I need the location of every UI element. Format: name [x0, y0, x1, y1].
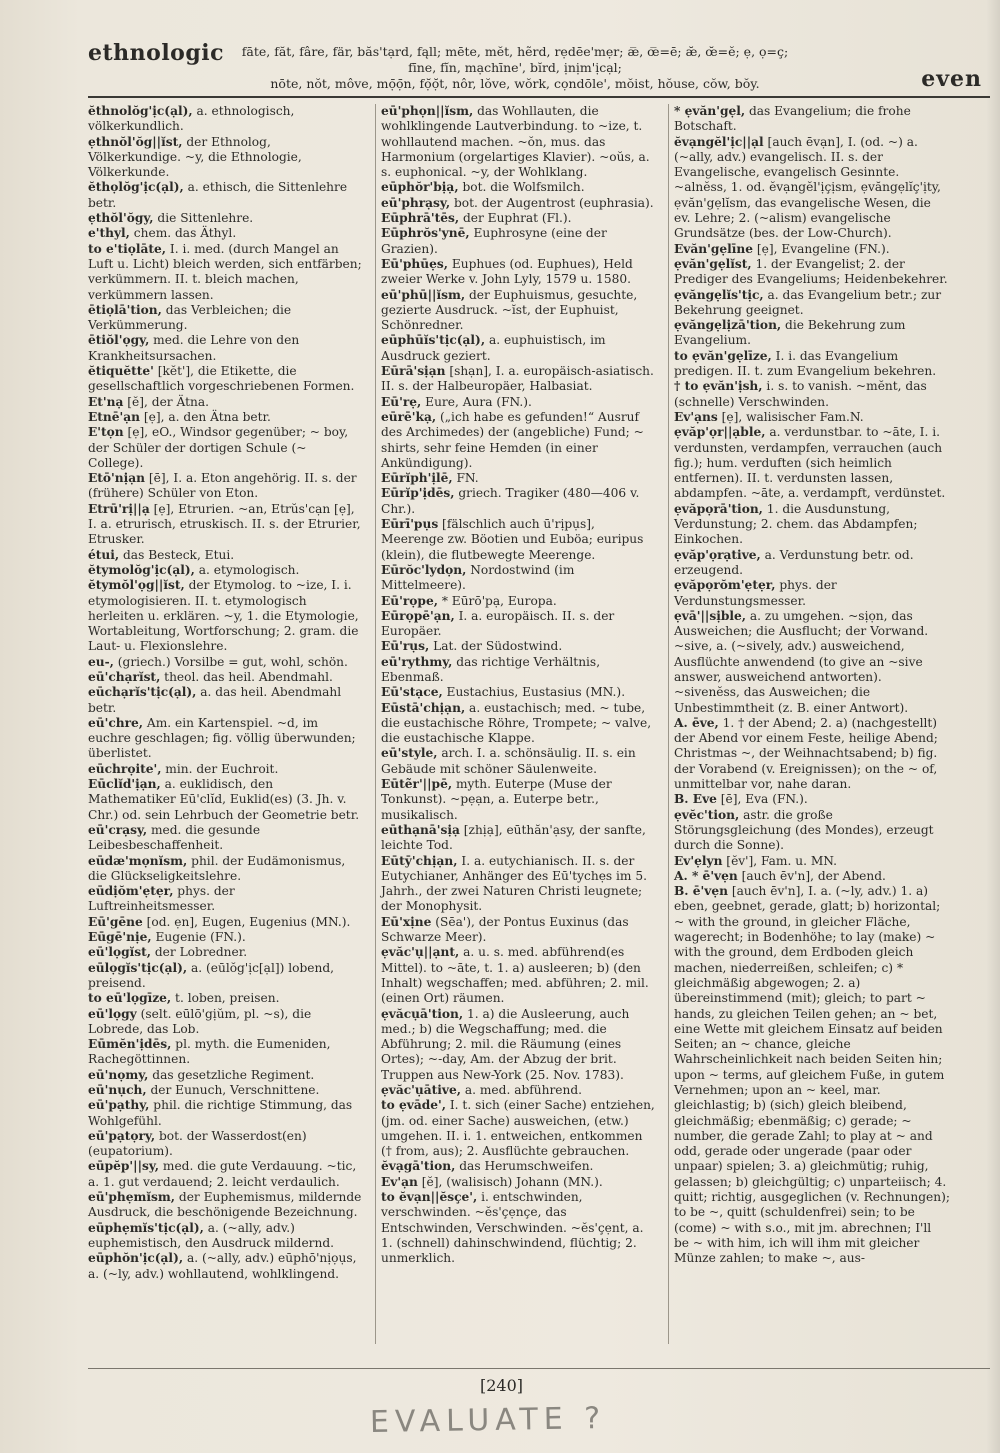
entry-definition: (selt. eūlō'gịŭm, pl. ~s), die Lobrede, das Lob. — [88, 1006, 312, 1036]
dictionary-entry — [88, 762, 364, 777]
entry-headword: ĕtymolŏg'ịc(ạl), — [88, 562, 195, 577]
entry-definition: bot. die Wolfsmilch. — [458, 180, 585, 195]
guide-word-right: even — [921, 66, 982, 92]
entry-definition: das Evangelium; die frohe Botschaft. — [674, 104, 911, 134]
entry-definition: 1. † der Abend; 2. a) (nachgestellt) der Abend vor einem Feste, heilige Abend; Christmas ~, der Weihnachtsabend; b) fig. der Vorabend (v. Ereignissen); on the ~ of, unmittelbar vor, nahe daran. — [674, 715, 938, 792]
dictionary-entry — [381, 364, 657, 395]
dictionary-entry — [674, 792, 950, 807]
dictionary-entry — [674, 502, 950, 548]
dictionary-entry — [88, 1190, 364, 1221]
entry-definition: griech. Tragiker (480—406 v. Chr.). — [381, 486, 640, 516]
dictionary-entry — [88, 563, 364, 578]
entry-headword: ẹvăpọrŏm'ẹtẹr, — [674, 578, 776, 593]
entry-definition: („ich habe es gefunden!“ Ausruf des Archimedes) der (angebliche) Fund; ~ shirts, sehr feine Hemden (in einer Ankündigung). — [381, 409, 644, 470]
entry-definition: med. die gute Verdauung. ~tic, a. 1. gut verdauend; 2. leicht verdaulich. — [88, 1159, 357, 1189]
entry-definition: [auch ēv'n], I. a. (~ly, adv.) 1. a) eben, geebnet, gerade, glatt; b) horizontal; ~ with the ground, in gleicher Fläche, wagerecht; in Bodenhöhe; to lay (make) ~ with the ground, dem Erdboden gleich machen, niederreißen, schleifen; c) * gleichmäßig abgewogen; 2. a) übereinstimmend (mit); gleich; to part ~ hands, zu gleichen Teilen gehen; an ~ bet, eine Wette mit gleichem Einsatz auf beiden Seiten; an ~ chance, gleiche Wahrscheinlichkeit nach beiden Seiten hin; upon ~ terms, auf gleichem Fuße, in gutem Vernehmen; upon an ~ keel, mar. gleichlastig; b) (sich) gleich bleibend, gleichmäßig; ebenmäßig; c) gerade; ~ number, die gerade Zahl; to play at ~ and odd, gerade oder ungerade (paar oder unpaar) spielen; 3. a) gleichmütig; ruhig, gelassen; b) gleichgültig; c) unparteiisch; 4. quitt; richtig, ausgeglichen (v. Rechnungen); to be ~, quitt (schuldenfrei) sein; to be (come) ~ with s.o., mit jm. abrechnen; I'll be ~ with him, ich will ihm mit gleicher Münze zahlen; to make ~, aus- — [674, 884, 950, 1266]
dictionary-entry — [88, 1129, 364, 1160]
dictionary-entry — [674, 716, 950, 792]
dictionary-entry — [381, 609, 657, 640]
entry-headword: Eūphrŏs'ynē, — [381, 226, 470, 241]
entry-headword: Eū'rọpe, — [381, 593, 438, 608]
entry-definition: FN. — [452, 471, 479, 486]
entry-definition: (Sēa'), der Pontus Euxinus (das Schwarze Meer). — [381, 914, 629, 945]
entry-headword: to ẹvăn'gẹlīze, — [674, 348, 772, 363]
entry-definition: der Eunuch, Verschnittene. — [146, 1083, 320, 1097]
entry-headword: Eū'rẹ, — [381, 394, 422, 409]
header-rule — [88, 96, 990, 98]
entry-headword: eū'nụch, — [88, 1083, 147, 1097]
entry-headword: eūthạnā'sịạ — [381, 822, 460, 837]
entry-headword: eūlọgĭs'tịc(ạl), — [88, 960, 188, 975]
dictionary-entry — [674, 135, 950, 242]
entry-headword: eū'chạrĭst, — [88, 669, 161, 684]
entry-headword: to ĕvạn||ĕsçe', — [381, 1190, 478, 1205]
entry-headword: ētiŏl'ọgy, — [88, 333, 150, 348]
entry-headword: Eūclĭd'ịạn, — [88, 777, 161, 792]
entry-headword: eū'lọgĭst, — [88, 945, 151, 960]
entry-headword: Eūrọpē'ạn, — [381, 608, 455, 623]
entry-definition: a. u. s. med. abführend(es Mittel). to ~āte, t. 1. a) ausleeren; b) (den Inhalt) wegschaffen; med. abführen; 2. mil. (einen Ort) räumen. — [381, 945, 649, 1006]
entry-headword: eū'rythmy, — [381, 654, 453, 669]
entry-definition: [ẹ], Evangeline (FN.). — [753, 241, 890, 256]
entry-definition: * Eūrō'pạ, Europa. — [437, 593, 557, 608]
dictionary-entry — [381, 945, 657, 1006]
dictionary-entry — [381, 226, 657, 257]
entry-definition: phys. der Luftreinheitsmesser. — [88, 884, 235, 914]
entry-headword: Eūrŏc'lydọn, — [381, 562, 467, 577]
entry-headword: ẹvăc'ụātive, — [381, 1083, 461, 1097]
entry-headword: eūphŏn'ịc(ạl), — [88, 1251, 184, 1266]
entry-definition: pl. myth. die Eumeniden, Rachegöttinnen. — [88, 1037, 331, 1067]
dictionary-entry — [88, 884, 364, 915]
entry-definition: a. (eūlŏg'ịc[ạl]) lobend, preisend. — [88, 960, 335, 990]
entry-headword: * ẹvăn'gẹl, — [674, 104, 746, 118]
entry-definition: [zhịạ], eūthăn'ạsy, der sanfte, leichte Tod. — [381, 822, 646, 853]
dictionary-entry — [88, 502, 364, 548]
entry-definition: [ĕ], der Ätna. — [123, 394, 209, 409]
entry-headword: ẹvăpọrā'tion, — [674, 501, 763, 516]
dictionary-entry — [88, 425, 364, 471]
entry-headword: ẹvăcụā'tion, — [381, 1006, 464, 1021]
pronunciation-line: fīne, fĭn, mạchīne', bĭrd, ịnịm'ịcạl; — [408, 60, 622, 75]
dictionary-entry — [381, 655, 657, 686]
entry-definition: Eustachius, Eustasius (MN.). — [442, 685, 626, 700]
dictionary-entry — [381, 180, 657, 195]
entry-headword: eū'phọn||ĭsm, — [381, 104, 474, 118]
dictionary-entry — [674, 257, 950, 288]
entry-definition: phys. der Verdunstungsmesser. — [674, 578, 837, 608]
entry-headword: Eūtẽr'||pē, — [381, 777, 453, 792]
column-2 — [381, 104, 657, 1267]
dictionary-entry — [88, 471, 364, 502]
dictionary-entry — [88, 716, 364, 762]
dictionary-entry — [381, 486, 657, 517]
dictionary-entry — [88, 961, 364, 992]
entry-headword: Ev'ạns — [674, 409, 718, 424]
entry-headword: eū'chre, — [88, 715, 144, 730]
entry-definition: a. ethisch, die Sittenlehre betr. — [88, 180, 348, 210]
dictionary-entry — [381, 777, 657, 823]
entry-definition: der Lobredner. — [151, 945, 248, 960]
dictionary-entry — [88, 1083, 364, 1098]
dictionary-entry — [88, 226, 364, 241]
entry-headword: Eūrĭph'ịlē, — [381, 471, 453, 486]
dictionary-entry — [674, 288, 950, 319]
entry-headword: eūchrọite', — [88, 761, 162, 776]
entry-definition: das richtige Verhältnis, Ebenmaß. — [381, 654, 601, 684]
entry-headword: Ev'ẹlyn — [674, 853, 723, 868]
dictionary-entry — [381, 410, 657, 471]
entry-definition: chem. das Äthyl. — [129, 226, 237, 241]
dictionary-entry — [88, 242, 364, 303]
entry-definition: t. loben, preisen. — [171, 991, 280, 1006]
entry-definition: Lat. der Südostwind. — [429, 639, 563, 654]
entry-definition: a. euphuistisch, im Ausdruck geziert. — [381, 333, 606, 363]
dictionary-entry — [674, 425, 950, 501]
entry-headword: eū'pạthy, — [88, 1098, 150, 1113]
dictionary-entry — [381, 1007, 657, 1083]
entry-definition: a. Verdunstung betr. od. erzeugend. — [674, 547, 914, 577]
dictionary-entry — [381, 915, 657, 946]
dictionary-entry — [381, 211, 657, 226]
entry-headword: E'tọn — [88, 425, 124, 440]
entry-definition: Nordostwind (im Mittelmeere). — [381, 562, 575, 593]
entry-headword: ẹthnŏl'ŏg||ĭst, — [88, 134, 183, 149]
entry-definition: arch. I. a. schönsäulig. II. s. ein Gebäude mit schöner Säulenweite. — [381, 746, 636, 776]
entry-definition: a. zu umgehen. ~sịọn, das Ausweichen; die Ausflucht; der Vorwand. ~sive, a. (~sively, adv.) ausweichend, Ausflüchte anwendend (to give an ~sive answer, ausweichend antworten). ~sivenĕss, das Ausweichen; die Unbestimmtheit (z. B. einer Antwort). — [674, 608, 929, 715]
entry-definition: das Herumschweifen. — [455, 1159, 594, 1174]
dictionary-entry — [674, 578, 950, 609]
entry-headword: Eūgē'nịe, — [88, 930, 152, 945]
entry-headword: † to ẹvăn'ịsh, — [674, 379, 763, 394]
entry-headword: Eūmĕn'ịdēs, — [88, 1037, 172, 1052]
entry-headword: Eūrĭp'ịdēs, — [381, 486, 455, 501]
entry-headword: eūpĕp'||sy, — [88, 1159, 160, 1174]
entry-definition: i. s. to vanish. ~mĕnt, das (schnelle) Verschwinden. — [674, 379, 927, 409]
dictionary-entry — [674, 242, 950, 257]
dictionary-entry — [88, 211, 364, 226]
entry-definition: der Euphuismus, gesuchte, gezierte Ausdruck. ~ĭst, der Euphuist, Schönredner. — [381, 287, 638, 333]
dictionary-entry — [674, 548, 950, 579]
dictionary-entry — [674, 410, 950, 425]
entry-definition: [ē], Eva (FN.). — [716, 792, 808, 807]
guide-word-left: ethnologic — [88, 40, 224, 66]
entry-headword: ĕtymŏl'ọg||ĭst, — [88, 578, 185, 593]
entry-definition: das gesetzliche Regiment. — [148, 1067, 315, 1082]
entry-definition: [ẹ], Etrurien. ~an, Etrŭs'cạn [ẹ], I. a. etrurisch, etruskisch. II. s. der Etrurier, Etrusker. — [88, 501, 361, 547]
entry-headword: Etō'nịạn — [88, 471, 146, 486]
entry-headword: ẹvăngẹlĭs'tịc, — [674, 287, 764, 302]
entry-headword: Eū'phūẹs, — [381, 256, 448, 271]
entry-definition: [od. ẹn], Eugen, Eugenius (MN.). — [142, 914, 351, 929]
column-divider — [668, 104, 669, 1344]
dictionary-entry — [88, 548, 364, 563]
entry-definition: [ē], I. a. Eton angehörig. II. s. der (frühere) Schüler von Eton. — [88, 471, 357, 501]
dictionary-entry — [88, 1221, 364, 1252]
entry-headword: ētiọlā'tion, — [88, 302, 162, 317]
entry-definition: a. ethnologisch, völkerkundlich. — [88, 104, 295, 134]
entry-definition: [ẹ], walisischer Fam.N. — [717, 409, 864, 424]
dictionary-entry — [381, 854, 657, 915]
entry-definition: i. entschwinden, verschwinden. ~ĕs'çẹnçe, das Entschwinden, Verschwinden. ~ĕs'çẹnt, a. 1. (schnell) dahinschwindend, flüchtig; 2. unmerklich. — [381, 1190, 644, 1266]
entry-definition: a. euklidisch, den Mathematiker Eū'clĭd, Euklid(es) (3. Jh. v. Chr.) od. sein Lehrbuch der Geometrie betr. — [88, 777, 360, 822]
entry-headword: eu-, — [88, 654, 114, 669]
dictionary-entry — [674, 318, 950, 349]
dictionary-entry — [88, 777, 364, 823]
entry-headword: ĕvạngĕl'ịc||ạl — [674, 134, 764, 149]
dictionary-entry — [674, 349, 950, 380]
dictionary-entry — [381, 1175, 657, 1190]
entry-definition: a. (~ally, adv.) euphemistisch, den Ausdruck mildernd. — [88, 1220, 335, 1250]
entry-definition: phil. der Eudämonismus, die Glückseligkeitslehre. — [88, 853, 346, 883]
entry-definition: a. das heil. Abendmahl betr. — [88, 685, 342, 715]
entry-definition: I. i. das Evangelium predigen. II. t. zum Evangelium bekehren. — [674, 348, 937, 379]
entry-definition: (griech.) Vorsilbe = gut, wohl, schön. — [113, 654, 348, 669]
entry-definition: 1. a) die Ausleerung, auch med.; b) die Wegschaffung; med. die Abführung; 2. mil. die Räumung (eines Ortes); ~-day, Am. der Abzug der brit. Truppen aus New-York (25. Nov. 1783). — [381, 1006, 630, 1082]
entry-definition: med. die Lehre von den Krankheitsursachen. — [88, 333, 300, 363]
entry-headword: eūchạrĭs'tịc(ạl), — [88, 685, 197, 700]
dictionary-entry — [88, 1251, 364, 1282]
entry-definition: Eugenie (FN.). — [151, 930, 246, 945]
entry-definition: [fälschlich auch ū'rịpụs], Meerenge zw. Böotien und Euböa; euripus (klein), die flutbewegte Meerenge. — [381, 517, 644, 562]
entry-definition: [kĕt'], die Etikette, die gesellschaftlich vorgeschriebenen Formen. — [88, 364, 355, 394]
entry-headword: ĕthnolŏg'ịc(ạl), — [88, 104, 193, 118]
entry-headword: B. Eve — [674, 792, 717, 807]
entry-definition: a. etymologisch. — [194, 562, 300, 577]
dictionary-entry — [88, 180, 364, 211]
entry-definition: Am. ein Kartenspiel. ~d, im euchre geschlagen; fig. völlig überwunden; überlistet. — [88, 715, 356, 761]
entry-headword: ĕthọlŏg'ịc(ạl), — [88, 180, 184, 195]
dictionary-entry — [381, 1098, 657, 1159]
entry-definition: astr. die große Störungsgleichung (des Mondes), erzeugt durch die Sonne). — [674, 807, 934, 853]
dictionary-entry — [88, 1098, 364, 1129]
dictionary-entry — [88, 930, 364, 945]
dictionary-entry — [88, 655, 364, 670]
dictionary-entry — [88, 1007, 364, 1038]
dictionary-entry — [88, 578, 364, 654]
entry-definition: das Verbleichen; die Verkümmerung. — [88, 302, 292, 333]
entry-headword: eū'phẹmĭsm, — [88, 1190, 176, 1205]
entry-headword: ẹvĕc'tion, — [674, 807, 740, 822]
entry-headword: Eū'gēne — [88, 914, 143, 929]
dictionary-entry — [381, 196, 657, 211]
dictionary-entry — [674, 379, 950, 410]
dictionary-entry — [381, 257, 657, 288]
entry-headword: e'thyl, — [88, 226, 130, 241]
column-1 — [88, 104, 364, 1282]
dictionary-entry — [88, 854, 364, 885]
dictionary-entry — [88, 1037, 364, 1068]
entry-headword: ẹvā'||sịble, — [674, 608, 746, 623]
entry-definition: der Ethnolog, Völkerkundige. ~y, die Ethnologie, Völkerkunde. — [88, 134, 302, 180]
entry-headword: eūdæ'mọnĭsm, — [88, 853, 188, 868]
entry-headword: Eūrī'pụs — [381, 517, 439, 532]
entry-headword: eūrē'kạ, — [381, 409, 437, 424]
dictionary-entry — [381, 395, 657, 410]
dictionary-entry — [381, 1083, 657, 1098]
dictionary-entry — [88, 945, 364, 960]
pronunciation-line: nōte, nŏt, môve, mọ̄ọ̄n, fọ̆ọ̆t, nôr, lŏve, wŏrk, cọndōle', mŏist, hŏuse, cŏw, bŏy. — [270, 76, 760, 91]
entry-definition: I. i. med. (durch Mangel an Luft u. Licht) bleich werden, sich entfärben; verkümmern. II. t. bleich machen, verkümmern lassen. — [88, 241, 362, 302]
entry-definition: Euphues (od. Euphues), Held zweier Werke v. John Lyly, 1579 u. 1580. — [381, 256, 633, 287]
dictionary-entry — [88, 823, 364, 854]
entry-headword: eū'lọgy — [88, 1006, 137, 1021]
entry-definition: Eure, Aura (FN.). — [421, 394, 532, 409]
entry-definition: [shạn], I. a. europäisch-asiatisch. II. s. der Halbeuropäer, Halbasiat. — [381, 364, 654, 394]
dictionary-entry — [381, 563, 657, 594]
entry-headword: eū'style, — [381, 746, 438, 761]
entry-definition: a. eustachisch; med. ~ tube, die eustachische Röhre, Trompete; ~ valve, die eustachische Klappe. — [381, 700, 652, 746]
entry-headword: étui, — [88, 547, 120, 562]
entry-definition: a. verdunstbar. to ~āte, I. i. verdunsten, verdampfen, verrauchen (auch fig.); hum. verduften (sich heimlich entfernen). II. t. verdunsten lassen, abdampfen. ~āte, a. verdampft, verdünstet. — [674, 425, 946, 501]
dictionary-entry — [381, 333, 657, 364]
entry-definition: I. a. europäisch. II. s. der Europäer. — [381, 608, 615, 639]
pronunciation-line: fāte, făt, fâre, fär, băs'tạrd, fąll; mēte, mĕt, hẽrd, rẹdēe'mẹr; æ̅, œ̅=ē; æ̆, œ̆=ĕ; ẹ, ọ=ç; — [241, 44, 789, 59]
entry-definition: das Besteck, Etui. — [119, 547, 235, 562]
entry-headword: eū'crạsy, — [88, 822, 148, 837]
entry-definition: Euphrosyne (eine der Grazien). — [381, 226, 607, 256]
entry-headword: eū'nọmy, — [88, 1067, 149, 1082]
entry-definition: der Euphemismus, mildernde Ausdruck, die beschönigende Bezeichnung. — [88, 1190, 362, 1220]
entry-headword: eūphūĭs'tịc(ạl), — [381, 333, 486, 348]
handwritten-note: EVALUATE ? — [369, 1400, 607, 1441]
dictionary-entry — [674, 884, 950, 1266]
entry-definition: a. das Evangelium betr.; zur Bekehrung geeignet. — [674, 287, 942, 317]
dictionary-entry — [88, 685, 364, 716]
entry-definition: a. med. abführend. — [460, 1083, 583, 1097]
dictionary-entry — [88, 364, 364, 395]
dictionary-entry — [381, 701, 657, 747]
dictionary-entry — [674, 854, 950, 869]
entry-headword: ĕvạgā'tion, — [381, 1159, 456, 1174]
entry-definition: I. a. eutychianisch. II. s. der Eutychianer, Anhänger des Eū'tychẹs im 5. Jahrh., der zwei Naturen Christi leugnete; der Monophysit. — [381, 853, 647, 914]
entry-headword: Eūstā'chịạn, — [381, 700, 466, 715]
dictionary-entry — [88, 303, 364, 334]
entry-headword: Evăn'gẹlīne — [674, 241, 754, 256]
dictionary-entry — [381, 685, 657, 700]
entry-headword: Etnē'ạn — [88, 409, 141, 424]
dictionary-entry — [88, 1159, 364, 1190]
entry-definition: das Wohllauten, die wohlklingende Lautverbindung. to ~ize, t. wohllautend machen. ~ŏn, mus. das Harmonium (orgelartiges Klavier). ~oŭs, a. s. euphonical. ~y, der Wohlklang. — [381, 104, 650, 180]
entry-definition: min. der Euchroit. — [161, 761, 279, 776]
dictionary-entry — [674, 869, 950, 884]
entry-headword: Eūphrā'tēs, — [381, 211, 460, 226]
entry-headword: eūphẹmĭs'tịc(ạl), — [88, 1220, 204, 1235]
entry-definition: theol. das heil. Abendmahl. — [160, 669, 333, 684]
entry-headword: A. ēve, — [674, 715, 719, 730]
dictionary-entry — [381, 517, 657, 563]
entry-headword: ẹvăp'ọr||ạble, — [674, 425, 766, 440]
entry-headword: eū'phrạsy, — [381, 195, 451, 210]
entry-definition: der Etymolog. to ~ize, I. i. etymologisieren. II. t. etymologisch herleiten u. erklären. ~y, 1. die Etymologie, Wortableitung, Wortforschung; 2. gram. die Laut- u. Flexionslehre. — [88, 578, 359, 654]
entry-headword: ĕtiquĕtte' — [88, 364, 154, 379]
entry-definition: bot. der Wasserdost(en) (eupatorium). — [88, 1128, 307, 1159]
dictionary-entry — [88, 670, 364, 685]
entry-headword: B. ē'vẹn — [674, 884, 728, 899]
dictionary-entry — [674, 808, 950, 854]
dictionary-entry — [381, 471, 657, 486]
dictionary-entry — [381, 288, 657, 334]
entry-definition: phil. die richtige Stimmung, das Wohlgefühl. — [88, 1098, 353, 1128]
entry-definition: myth. Euterpe (Muse der Tonkunst). ~pẹạn, a. Euterpe betr., musikalisch. — [381, 777, 612, 822]
page-number: [240] — [480, 1376, 524, 1395]
entry-definition: 1. die Ausdunstung, Verdunstung; 2. chem. das Abdampfen; Einkochen. — [674, 501, 918, 547]
entry-definition: [ẹ], a. den Ätna betr. — [140, 409, 271, 424]
dictionary-entry — [88, 333, 364, 364]
entry-headword: Ev'ạn — [381, 1174, 418, 1189]
entry-headword: Eū'rụs, — [381, 639, 430, 654]
dictionary-entry — [88, 104, 364, 135]
entry-definition: die Sittenlehre. — [153, 211, 254, 226]
entry-headword: eūphŏr'bịạ, — [381, 180, 459, 195]
dictionary-entry — [381, 1159, 657, 1174]
entry-definition: [ĕ], (walisisch) Johann (MN.). — [417, 1174, 603, 1189]
entry-headword: ẹvăc'ụ||ạnt, — [381, 945, 460, 960]
entry-definition: bot. der Augentrost (euphrasia). — [450, 195, 654, 210]
dictionary-entry — [381, 746, 657, 777]
entry-definition: 1. der Evangelist; 2. der Prediger des Evangeliums; Heidenbekehrer. — [674, 256, 948, 287]
pronunciation-key — [235, 44, 795, 92]
entry-definition: [auch ēvạn], I. (od. ~) a. (~ally, adv.) evangelisch. II. s. der Evangelische, evangelisch Gesinnte. ~alnĕss, 1. od. ĕvạngĕl'ịçịsm, ẹvăngẹlĭç'ịty, ẹvăn'gẹlĭsm, das evangelische Wesen, die ev. Lehre; 2. (~alism) evangelische Grundsätze (bes. der Low-Church). — [674, 134, 941, 241]
dictionary-entry — [674, 609, 950, 716]
entry-headword: eūdịŏm'ẹtẹr, — [88, 884, 174, 899]
entry-definition: [auch ēv'n], der Abend. — [737, 868, 886, 883]
entry-headword: Eū'xịne — [381, 914, 432, 929]
dictionary-entry — [381, 104, 657, 180]
dictionary-entry — [88, 991, 364, 1006]
column-divider — [375, 104, 376, 1344]
dictionary-entry — [88, 915, 364, 930]
dictionary-entry — [88, 1068, 364, 1083]
entry-headword: Eūtȳ'chịạn, — [381, 853, 458, 868]
entry-headword: ẹthŏl'ŏgy, — [88, 211, 154, 226]
entry-definition: [ĕv'], Fam. u. MN. — [722, 853, 838, 868]
entry-definition: I. t. sich (einer Sache) entziehen, (jm. od. einer Sache) ausweichen, (etw.) umgehen. II. i. 1. entweichen, entkommen († from, aus); 2. Ausflüchte gebrauchen. — [381, 1098, 655, 1159]
entry-definition: der Euphrat (Fl.). — [459, 211, 572, 226]
dictionary-entry — [381, 639, 657, 654]
entry-definition: die Bekehrung zum Evangelium. — [674, 318, 906, 348]
entry-headword: eū'phū||ĭsm, — [381, 287, 466, 302]
entry-definition: [ẹ], eO., Windsor gegenüber; ~ boy, der Schüler der dortigen Schule (~ College). — [88, 425, 349, 470]
page-edge-shadow — [986, 0, 1000, 1453]
entry-headword: eū'pạtọry, — [88, 1128, 156, 1143]
entry-headword: A. * ē'vẹn — [674, 868, 738, 883]
entry-headword: to eū'lọgīze, — [88, 991, 172, 1006]
entry-headword: Et'nạ — [88, 394, 124, 409]
entry-headword: ẹvăn'gẹlĭst, — [674, 256, 752, 271]
entry-headword: Etrū'rị||ạ — [88, 501, 150, 516]
dictionary-entry — [381, 594, 657, 609]
dictionary-entry — [88, 410, 364, 425]
entry-definition: a. (~ally, adv.) eūphō'nịọụs, a. (~ly, adv.) wohllautend, wohlklingend. — [88, 1251, 357, 1281]
entry-headword: ẹvăngẹlịzā'tion, — [674, 318, 782, 333]
dictionary-entry — [88, 395, 364, 410]
dictionary-entry — [674, 104, 950, 135]
dictionary-entry — [88, 135, 364, 181]
column-3 — [674, 104, 950, 1267]
entry-definition: med. die gesunde Leibesbeschaffenheit. — [88, 822, 261, 853]
entry-headword: Eū'stạce, — [381, 685, 443, 700]
entry-headword: ẹvăp'ọrạtive, — [674, 547, 761, 562]
dictionary-entry — [381, 1190, 657, 1266]
entry-headword: to e'tiọlāte, — [88, 241, 167, 256]
entry-headword: to ẹvāde', — [381, 1098, 446, 1113]
footer-rule — [88, 1368, 990, 1369]
entry-headword: Eūrā'sịạn — [381, 364, 446, 379]
dictionary-entry — [381, 823, 657, 854]
